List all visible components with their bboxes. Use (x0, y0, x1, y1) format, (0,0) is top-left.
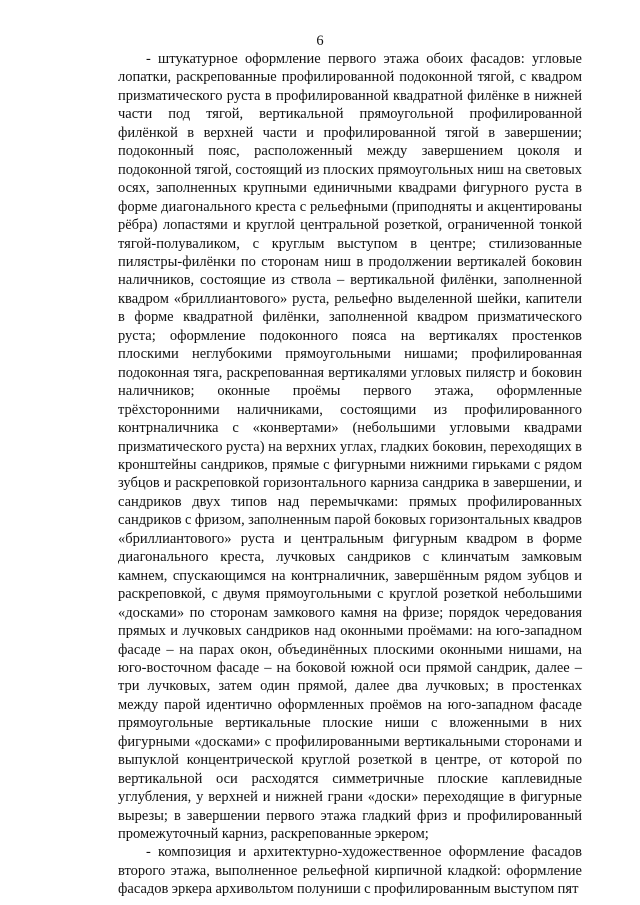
page-number: 6 (316, 33, 324, 49)
paragraph-facade-second-floor: - композиция и архитектурно-художественное оформление фасадов второго этажа, выполненное рельефной кирпичной кладкой: оформление фасадов эркера архивольтом полуниши с профилированным выступом пят (118, 844, 582, 898)
body-text (118, 50, 582, 899)
paragraph-facade-first-floor: - штукатурное оформление первого этажа обоих фасадов: угловые лопатки, раскрепованные профилированной подоконной тягой, с квадром призматического руста в профилированной квадратной филёнке в нижней части под тягой, вертикальной прямоугольной профилированной филёнкой в верхней части и профилированной тягой в завершении; подоконный пояс, расположенный между завершением цоколя и подоконной тягой, состоящий из плоских прямоугольных ниш на световых осях, заполненных крупными единичными квадрами фигурного руста в форме диагонального креста с рельефными (приподняты и акцентированы рёбра) лопастями и круглой центральной розеткой, ограниченной тонкой тягой-полуваликом, с круглым выступом в центре; стилизованные пилястры-филёнки по сторонам ниш в продолжении вертикалей боковин наличников, состоящие из ствола – вертикальной филёнки, заполненной квадром «бриллиантового» руста, рельефно выделенной шейки, капители в форме квадратной филёнки, заполненной квадром призматического руста; оформление подоконного пояса на вертикалях простенков плоскими неглубокими прямоугольными нишами; профилированная подоконная тяга, раскрепованная вертикалями угловых пилястр и боковин наличников; оконные проёмы первого этажа, оформленные трёхсторонними наличниками, состоящими из профилированного контрналичника с «конвертами» (небольшими угловыми квадрами призматического руста) на верхних углах, гладких боковин, переходящих в кронштейны сандриков, прямые с фигурными нижними гирьками с рядом зубцов и раскреповкой горизонтального карниза сандрика в завершении, и сандриков двух типов над перемычками: прямых профилированных сандриков с фризом, заполненным парой боковых горизонтальных квадров «бриллиантового» руста и центральным фигурным квадром в форме диагонального креста, лучковых сандриков с клинчатым замковым камнем, спускающимся на контрналичник, завершённым рядом зубцов и раскреповкой, с двумя прямоугольными с круглой розеткой небольшими «досками» по сторонам замкового камня на фризе; порядок чередования прямых и лучковых сандриков над оконными проёмами: на юго-западном фасаде – на парах окон, объединённых плоскими оконными нишами, на юго-восточном фасаде – на боковой южной оси прямой сандрик, далее – три лучковых, затем один прямой, далее два лучковых; в простенках между парой идентично оформленных проёмов на юго-западном фасаде прямоугольные вертикальные плоские ниши с вложенными в них фигурными «досками» с профилированными вертикальными сторонами и выпуклой концентрической круглой розеткой в центре, от которой по вертикальной оси расходятся симметричные плоские каплевидные углубления, у верхней и нижней грани «доски» переходящие в фигурные вырезы; в завершении первого этажа гладкий фриз и профилированный промежуточный карниз, раскрепованные эркером; (118, 51, 583, 843)
